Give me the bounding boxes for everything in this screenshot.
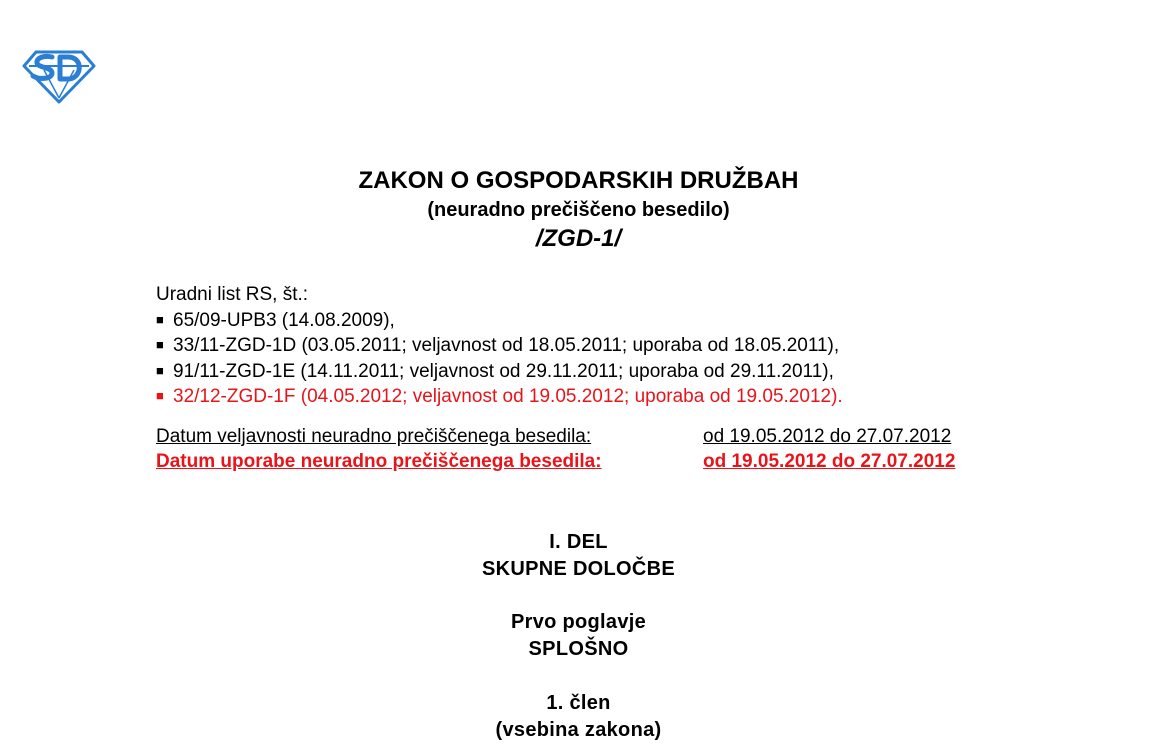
law-subtitle: (neuradno prečiščeno besedilo) — [427, 199, 730, 221]
article-heading — [0, 690, 1157, 744]
gazette-items — [156, 308, 843, 410]
gazette-item: ■ 33/11-ZGD-1D (03.05.2011; veljavnost od 18.05.2011; uporaba od 18.05.2011), — [156, 335, 840, 356]
part-heading — [0, 529, 1157, 583]
chapter-name: SPLOŠNO — [528, 638, 629, 660]
part-name: SKUPNE DOLOČBE — [481, 558, 676, 580]
document-header — [0, 166, 1157, 254]
validity-label: Datum veljavnosti neuradno prečiščenega besedila: — [156, 426, 592, 447]
bullet-icon: ■ — [156, 311, 164, 327]
validity-value: od 19.05.2012 do 27.07.2012 — [703, 426, 952, 447]
law-abbreviation: /ZGD-1/ — [535, 225, 622, 252]
article-name: (vsebina zakona) — [495, 719, 662, 741]
article-number: 1. člen — [546, 692, 611, 714]
bullet-icon: ■ — [156, 388, 164, 403]
part-number: I. DEL — [549, 531, 608, 553]
gazette-item: ■ 65/09-UPB3 (14.08.2009), — [156, 309, 395, 331]
chapter-heading — [0, 609, 1157, 663]
bullet-icon: ■ — [156, 337, 164, 352]
gazette-item: ■ 91/11-ZGD-1E (14.11.2011; veljavnost od 29.11.2011; uporaba od 29.11.2011), — [156, 360, 834, 382]
law-title: ZAKON O GOSPODARSKIH DRUŽBAH — [358, 167, 799, 194]
chapter-number: Prvo poglavje — [510, 611, 647, 633]
official-gazette-list — [156, 283, 843, 410]
sd-logo-icon — [22, 48, 96, 104]
application-value: od 19.05.2012 do 27.07.2012 — [703, 451, 956, 472]
application-label: Datum uporabe neuradno prečiščenega besedila: — [156, 451, 602, 472]
bullet-icon: ■ — [156, 362, 164, 378]
gazette-item-latest: ■ 32/12-ZGD-1F (04.05.2012; veljavnost od 19.05.2012; uporaba od 19.05.2012). — [156, 386, 843, 407]
gazette-heading: Uradni list RS, št.: — [156, 284, 309, 305]
